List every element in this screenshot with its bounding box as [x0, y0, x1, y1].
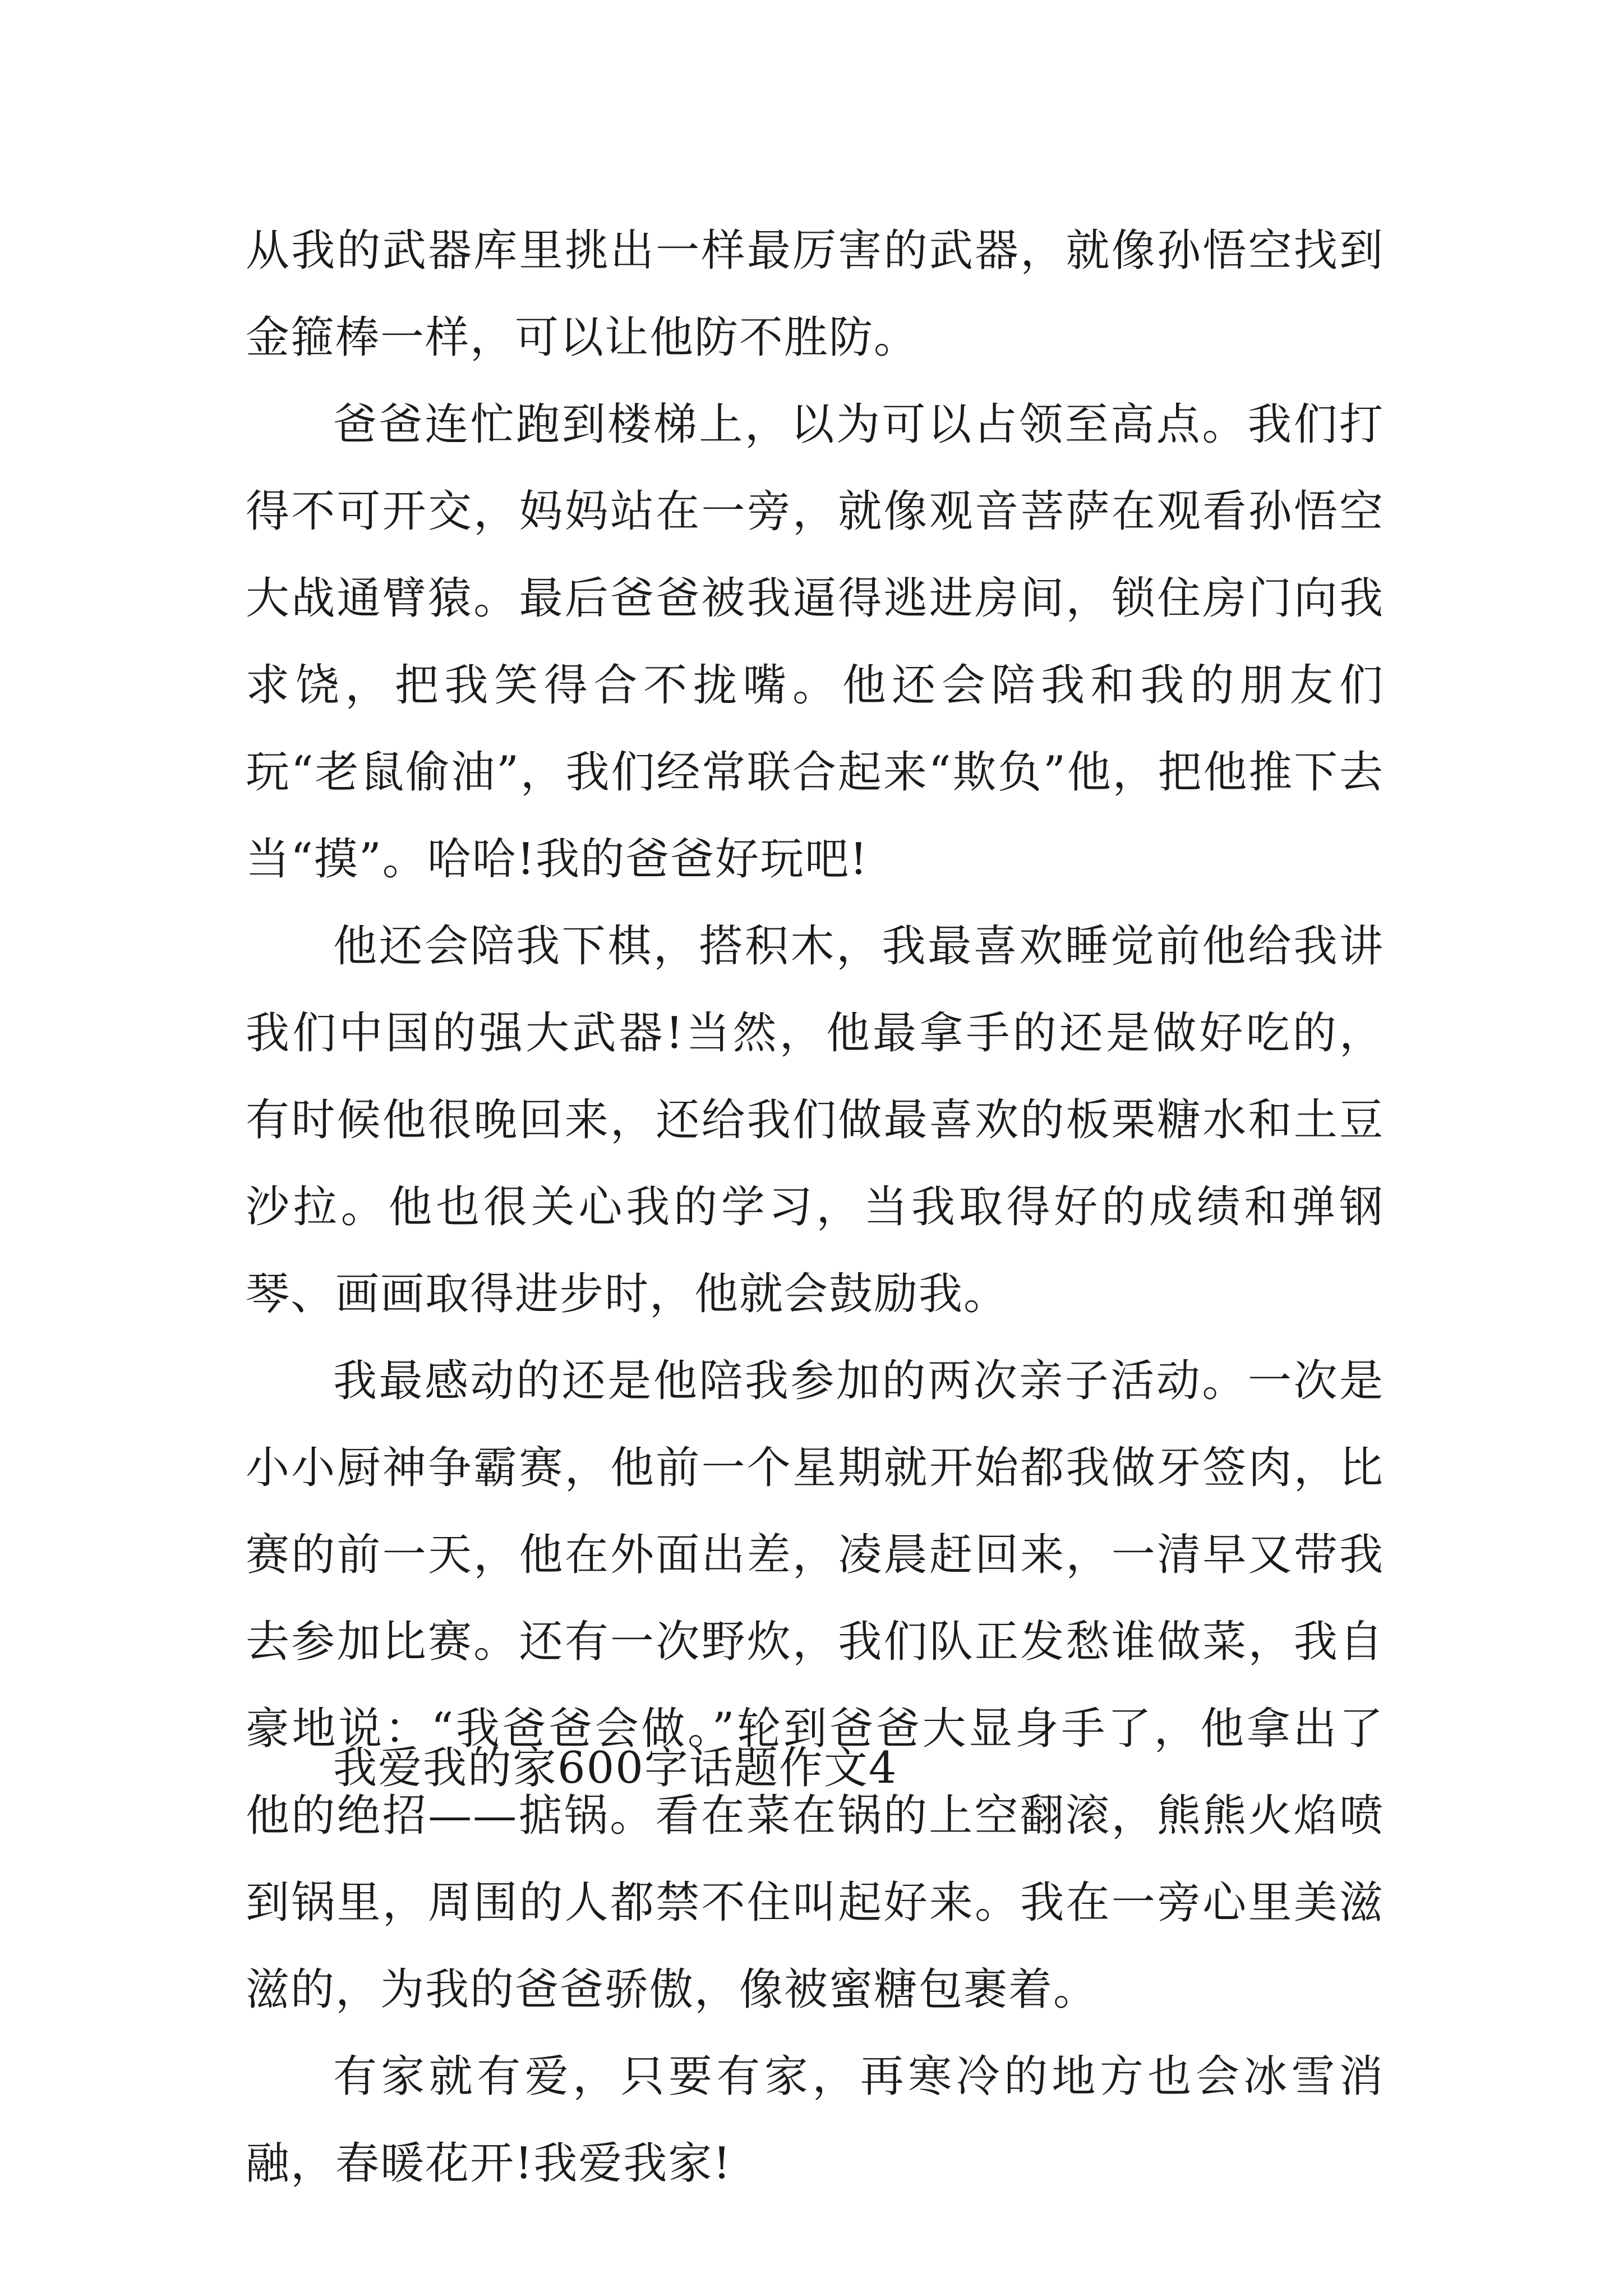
paragraph-continuation: 从我的武器库里挑出一样最厉害的武器，就像孙悟空找到金箍棒一样，可以让他防不胜防。 — [246, 226, 1384, 363]
paragraph-parent-child-activities: 我最感动的还是他陪我参加的两次亲子活动。一次是小小厨神争霸赛，他前一个星期就开始都我做牙签肉，比赛的前一天，他在外面出差，凌晨赶回来，一清早又带我去参加比赛。还有一次野炊，我们队正发愁谁做菜，我自豪地说：“我爸爸会做。”轮到爸爸大显身手了，他拿出了他的绝招——掂锅。看在菜在锅的上空翻滚，熊熊火焰喷到锅里，周围的人都禁不住叫起好来。我在一旁心里美滋滋的，为我的爸爸骄傲，像被蜜糖包裹着。 — [246, 1356, 1384, 2015]
article-body — [246, 208, 1384, 2207]
paragraph-chess-and-cooking: 他还会陪我下棋，搭积木，我最喜欢睡觉前他给我讲我们中国的强大武器!当然，他最拿手的还是做好吃的，有时候他很晚回来，还给我们做最喜欢的板栗糖水和土豆沙拉。他也很关心我的学习，当我取得好的成绩和弹钢琴、画画取得进步时，他就会鼓励我。 — [246, 921, 1384, 1319]
essay-title: 我爱我的家600字话题作文4 — [333, 1743, 898, 1793]
paragraph-staircase-battle: 爸爸连忙跑到楼梯上，以为可以占领至高点。我们打得不可开交，妈妈站在一旁，就像观音菩萨在观看孙悟空大战通臂猿。最后爸爸被我逼得逃进房间，锁住房门向我求饶，把我笑得合不拢嘴。他还会陪我和我的朋友们玩“老鼠偷油”，我们经常联合起来“欺负”他，把他推下去当“摸”。哈哈!我的爸爸好玩吧! — [246, 399, 1384, 885]
paragraph-conclusion: 有家就有爱，只要有家，再寒冷的地方也会冰雪消融，春暖花开!我爱我家! — [246, 2051, 1384, 2189]
